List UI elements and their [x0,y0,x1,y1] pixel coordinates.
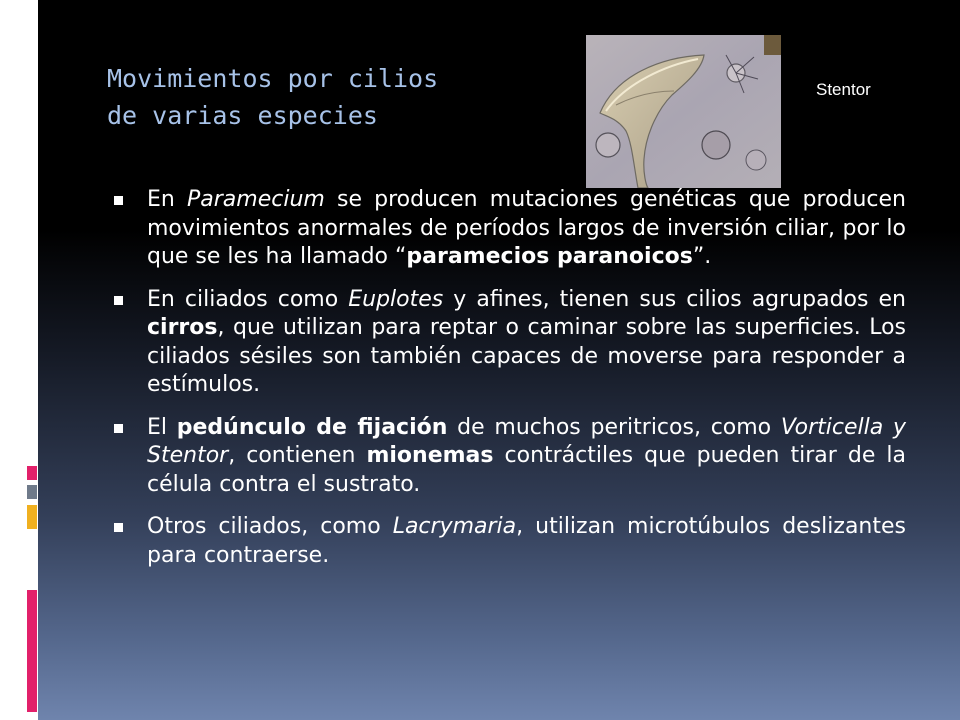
bullet-item-paramecium: En Paramecium se producen mutaciones genéticas que producen movimientos anormales de períodos largos de inversión ciliar, por lo que se les ha llamado “paramecios paranoicos”. [112,186,906,272]
title-line-2: de varias especies [107,101,378,130]
bullet-square-icon [114,523,123,532]
bullet-list [112,186,906,584]
accent-bar-gray [27,485,37,499]
bullet-square-icon [114,196,123,205]
accent-bar-yellow [27,505,37,529]
accent-bar-red-lower [27,590,37,712]
bullet-item-lacrymaria: Otros ciliados, como Lacrymaria, utilizan microtúbulos deslizantes para contraerse. [112,513,906,570]
stentor-micrograph-icon [586,35,781,188]
bullet-item-euplotes: En ciliados como Euplotes y afines, tienen sus cilios agrupados en cirros, que utilizan para reptar o caminar sobre las superficies. Los ciliados sésiles son también capaces de moverse para responder a estímulos. [112,286,906,400]
title-line-1: Movimientos por cilios [107,64,439,93]
slide-title [107,60,438,134]
bullet-square-icon [114,424,123,433]
accent-bar-red [27,466,37,480]
bullet-item-pedunculo: El pedúnculo de fijación de muchos peritricos, como Vorticella y Stentor, contienen mionemas contráctiles que pueden tirar de la célula contra el sustrato. [112,414,906,500]
image-caption: Stentor [816,80,871,99]
bullet-square-icon [114,296,123,305]
